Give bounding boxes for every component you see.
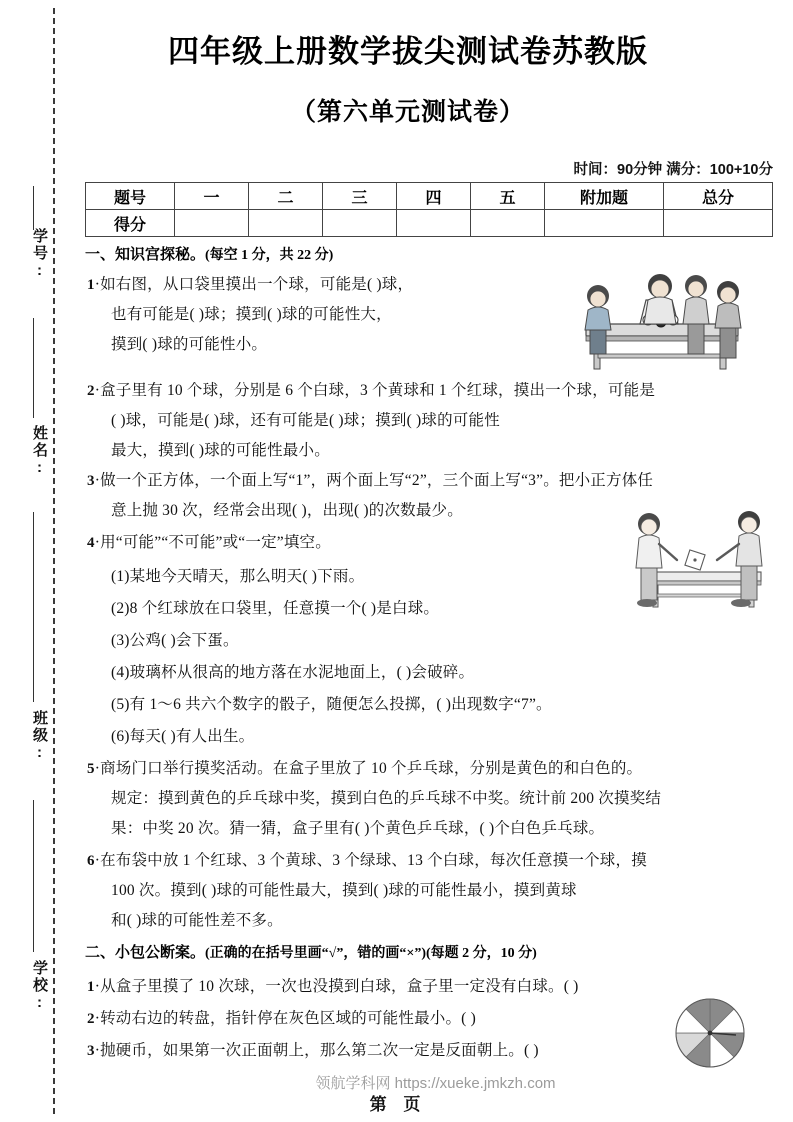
section2-question-2 xyxy=(87,1006,476,1028)
side-rule-2 xyxy=(33,318,34,418)
question-1-number: 1 xyxy=(87,277,95,293)
section2-question-1-text: 从盒子里摸了 10 次球，一次也没摸到白球，盒子里一定没有白球。( ) xyxy=(100,978,579,995)
question-4-sub-6: (6)每天( )有人出生。 xyxy=(111,728,255,745)
question-dot: · xyxy=(94,382,101,399)
question-5-text-1: 商场门口举行摸奖活动。在盒子里放了 10 个乒乓球，分别是黄色的和白色的。 xyxy=(100,760,643,777)
section2-question-3 xyxy=(87,1038,539,1060)
question-6-line-3: 和( )球的可能性差不多。 xyxy=(111,912,283,929)
table-row-headers xyxy=(86,183,773,210)
section2-question-2-number: 2 xyxy=(87,1011,95,1027)
question-5-line-3: 果：中奖 20 次。猜一猜，盒子里有( )个黄色乒乓球，( )个白色乒乓球。 xyxy=(111,820,605,837)
score-cell-4[interactable] xyxy=(471,210,545,237)
page-title: 四年级上册数学拔尖测试卷苏教版 xyxy=(168,34,648,69)
score-cell-1[interactable] xyxy=(249,210,323,237)
question-3-text-1: 做一个正方体，一个面上写“1”，两个面上写“2”，三个面上写“3”。把小正方体任 xyxy=(100,472,654,489)
score-table-col-1: 二 xyxy=(249,183,323,210)
side-rule-1 xyxy=(33,186,34,230)
score-table xyxy=(85,182,773,237)
question-5-number: 5 xyxy=(87,761,95,777)
section-heading-1 xyxy=(85,243,333,264)
section2-question-3-number: 3 xyxy=(87,1043,95,1059)
question-2-number: 2 xyxy=(87,383,95,399)
question-6-number: 6 xyxy=(87,853,95,869)
question-dot: · xyxy=(94,534,101,551)
question-dot: · xyxy=(94,978,101,995)
score-table-col-6: 总分 xyxy=(664,183,773,210)
page-number: 第 页 xyxy=(369,1095,427,1114)
question-dot: · xyxy=(94,276,101,293)
side-label-school: 学校: xyxy=(31,960,48,1013)
site-watermark: 领航学科网 https://xueke.jmkzh.com xyxy=(315,1075,556,1092)
score-cell-5[interactable] xyxy=(545,210,664,237)
question-4-sub-3: (3)公鸡( )会下蛋。 xyxy=(111,632,239,649)
question-4-sub-2: (2)8 个红球放在口袋里，任意摸一个( )是白球。 xyxy=(111,600,440,617)
score-table-col-3: 四 xyxy=(397,183,471,210)
side-rule-3 xyxy=(33,512,34,702)
section-2-title: 二、小包公断案。 xyxy=(85,944,206,961)
question-5-line-1 xyxy=(87,756,642,778)
question-4-sub-5: (5)有 1～6 共六个数字的骰子，随便怎么投掷，( )出现数字“7”。 xyxy=(111,696,552,713)
question-dot: · xyxy=(94,1042,101,1059)
question-2-text-1: 盒子里有 10 个球，分别是 6 个白球，3 个黄球和 1 个红球，摸出一个球，可能是 xyxy=(100,382,656,399)
question-6-line-1 xyxy=(87,848,647,870)
section2-question-1-number: 1 xyxy=(87,979,95,995)
question-3-line-1 xyxy=(87,468,653,490)
score-cell-6[interactable] xyxy=(664,210,773,237)
kids-tossing-cube-illustration xyxy=(623,500,783,612)
question-5-line-2: 规定：摸到黄色的乒乓球中奖，摸到白色的乒乓球不中奖。统计前 200 次摸奖结 xyxy=(111,790,662,807)
section-heading-2 xyxy=(85,941,537,962)
question-2-line-3: 最大，摸到( )球的可能性最小。 xyxy=(111,442,330,459)
question-4-sub-4: (4)玻璃杯从很高的地方落在水泥地面上，( )会破碎。 xyxy=(111,664,475,681)
kids-drawing-balls-illustration xyxy=(568,266,768,378)
question-4-line-1 xyxy=(87,530,331,552)
section-1-points: (每空 1 分，共 22 分) xyxy=(205,248,334,263)
section2-question-1 xyxy=(87,974,579,996)
score-cell-0[interactable] xyxy=(175,210,249,237)
side-label-student-id: 学号: xyxy=(31,228,48,281)
binding-strip xyxy=(0,0,78,1122)
question-2-line-1 xyxy=(87,378,655,400)
section-2-points: (正确的在括号里画“√”，错的画“×”)(每题 2 分，10 分) xyxy=(205,946,537,961)
page-subtitle: （第六单元测试卷） xyxy=(290,98,525,126)
question-1-text-1: 如右图，从口袋里摸出一个球，可能是( )球， xyxy=(100,276,414,293)
side-label-name: 姓名: xyxy=(31,425,48,478)
side-rule-4 xyxy=(33,800,34,952)
question-3-number: 3 xyxy=(87,473,95,489)
score-cell-2[interactable] xyxy=(323,210,397,237)
score-table-col-5: 附加题 xyxy=(545,183,664,210)
eight-sector-spinner-illustration xyxy=(670,993,750,1073)
question-1-line-2: 也有可能是( )球；摸到( )球的可能性大， xyxy=(111,306,392,323)
question-6-text-1: 在布袋中放 1 个红球、3 个黄球、3 个绿球、13 个白球，每次任意摸一个球，摸 xyxy=(100,852,647,869)
question-1-line-1 xyxy=(87,272,413,294)
score-table-col-0: 一 xyxy=(175,183,249,210)
question-dot: · xyxy=(94,472,101,489)
question-4-number: 4 xyxy=(87,535,95,551)
side-label-class: 班级: xyxy=(31,710,48,763)
question-2-line-2: ( )球，可能是( )球，还有可能是( )球；摸到( )球的可能性 xyxy=(111,412,500,429)
question-4-sub-1: (1)某地今天晴天，那么明天( )下雨。 xyxy=(111,568,365,585)
exam-page xyxy=(78,0,793,1122)
section2-question-3-text: 抛硬币，如果第一次正面朝上，那么第二次一定是反面朝上。( ) xyxy=(100,1042,539,1059)
question-3-line-2: 意上抛 30 次，经常会出现( )，出现( )的次数最少。 xyxy=(111,502,463,519)
question-dot: · xyxy=(94,852,101,869)
question-dot: · xyxy=(94,760,101,777)
exam-meta-info: 时间：90分钟 满分：100+10分 xyxy=(573,162,773,178)
section2-question-2-text: 转动右边的转盘，指针停在灰色区域的可能性最小。( ) xyxy=(100,1010,476,1027)
score-cell-3[interactable] xyxy=(397,210,471,237)
dashed-cut-line xyxy=(53,8,55,1114)
question-dot: · xyxy=(94,1010,101,1027)
score-table-col-4: 五 xyxy=(471,183,545,210)
section-1-title: 一、知识宫探秘。 xyxy=(85,246,206,263)
score-table-col-2: 三 xyxy=(323,183,397,210)
question-1-line-3: 摸到( )球的可能性小。 xyxy=(111,336,268,353)
question-4-text-1: 用“可能”“不可能”或“一定”填空。 xyxy=(100,534,331,551)
table-row-scores xyxy=(86,210,773,237)
question-6-line-2: 100 次。摸到( )球的可能性最大，摸到( )球的可能性最小，摸到黄球 xyxy=(111,882,577,899)
score-table-row-label-0: 题号 xyxy=(86,183,175,210)
score-table-row-label-1: 得分 xyxy=(86,210,175,237)
